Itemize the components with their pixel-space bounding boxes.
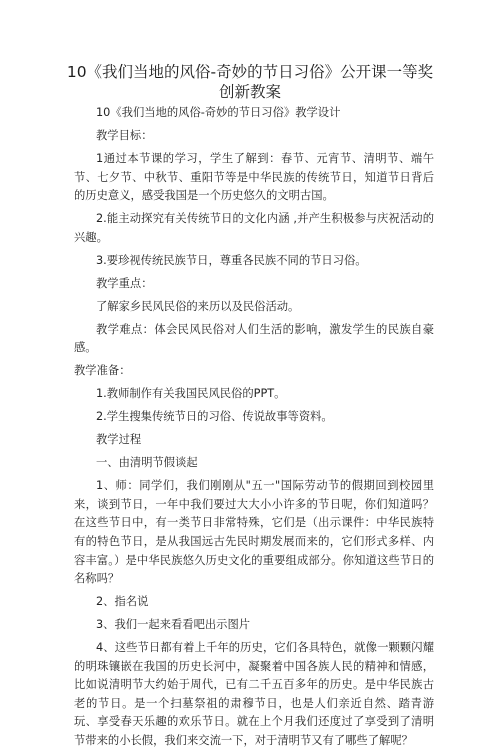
objectives-label: 教学目标： xyxy=(96,128,153,142)
lesson-heading: 10《我们当地的风俗-奇妙的节日习俗》教学设计 xyxy=(96,106,341,119)
key-points-label: 教学重点： xyxy=(96,276,153,290)
preparation-2: 2.学生搜集传统节日的习俗、传说故事等资料。 xyxy=(96,410,333,424)
step-3: 3、我们一起来看看吧出示图片 xyxy=(96,618,251,632)
process-label: 教学过程 xyxy=(96,433,142,447)
difficulty-text: 教学难点：体会民风民俗对人们生活的影响，激发学生的民族自豪感。 xyxy=(74,322,434,355)
document-body xyxy=(74,104,434,755)
objective-3: 3.要珍视传统民族节日，尊重各民族不同的节日习俗。 xyxy=(96,253,367,267)
objective-2: 2.能主动探究有关传统节日的文化内涵 ,并产生积极参与庆祝活动的兴趣。 xyxy=(74,212,434,244)
step-4: 4、这些节日都有着上千年的历史，它们各具特色，就像一颗颗闪耀的明珠镶嵌在我国的历史长河中，凝聚着中国各族人民的精神和情感，比如说清明节大约始于周代，已有二千五百多年的历史。是中华民族古老的节日。是一个扫墓祭祖的肃穆节日，也是人们亲近自然、踏青游玩、享受春天乐趣的欢乐节日。就在上个月我们还度过了享受到了清明节带来的小长假，我们来交流一下，对于清明节又有了哪些了解呢？ xyxy=(74,641,434,748)
step-1: 1、师：同学们，我们刚刚从"五一"国际劳动节的假期回到校园里来，谈到节日，一年中我们要过大大小小许多的节日呢，你们知道吗？在这些节日中，有一类节日非常特殊，它们是（出示课件：中华民族特有的特色节日，是从我国远古先民时期发展而来的，它们形式多样、内容丰富。）是中华民族悠久历史文化的重要组成部分。你知道这些节日的名称吗？ xyxy=(74,479,434,586)
step-2: 2、指名说 xyxy=(96,595,149,609)
document-title: 10《我们当地的风俗-奇妙的节日习俗》公开课一等奖创新教案 xyxy=(66,63,434,101)
section-1-heading: 一、由清明节假谈起 xyxy=(96,456,198,470)
preparation-label: 教学准备： xyxy=(74,364,131,378)
key-points-text: 了解家乡民风民俗的来历以及民俗活动。 xyxy=(96,299,300,313)
objective-1: 1通过本节课的学习，学生了解到：春节、元宵节、清明节、端午节、七夕节、中秋节、重阳节等是中华民族的传统节日，知道节日背后的历史意义，感受我国是一个历史悠久的文明古国。 xyxy=(74,151,434,203)
preparation-1: 1.教师制作有关我国民风民俗的PPT。 xyxy=(96,387,286,401)
